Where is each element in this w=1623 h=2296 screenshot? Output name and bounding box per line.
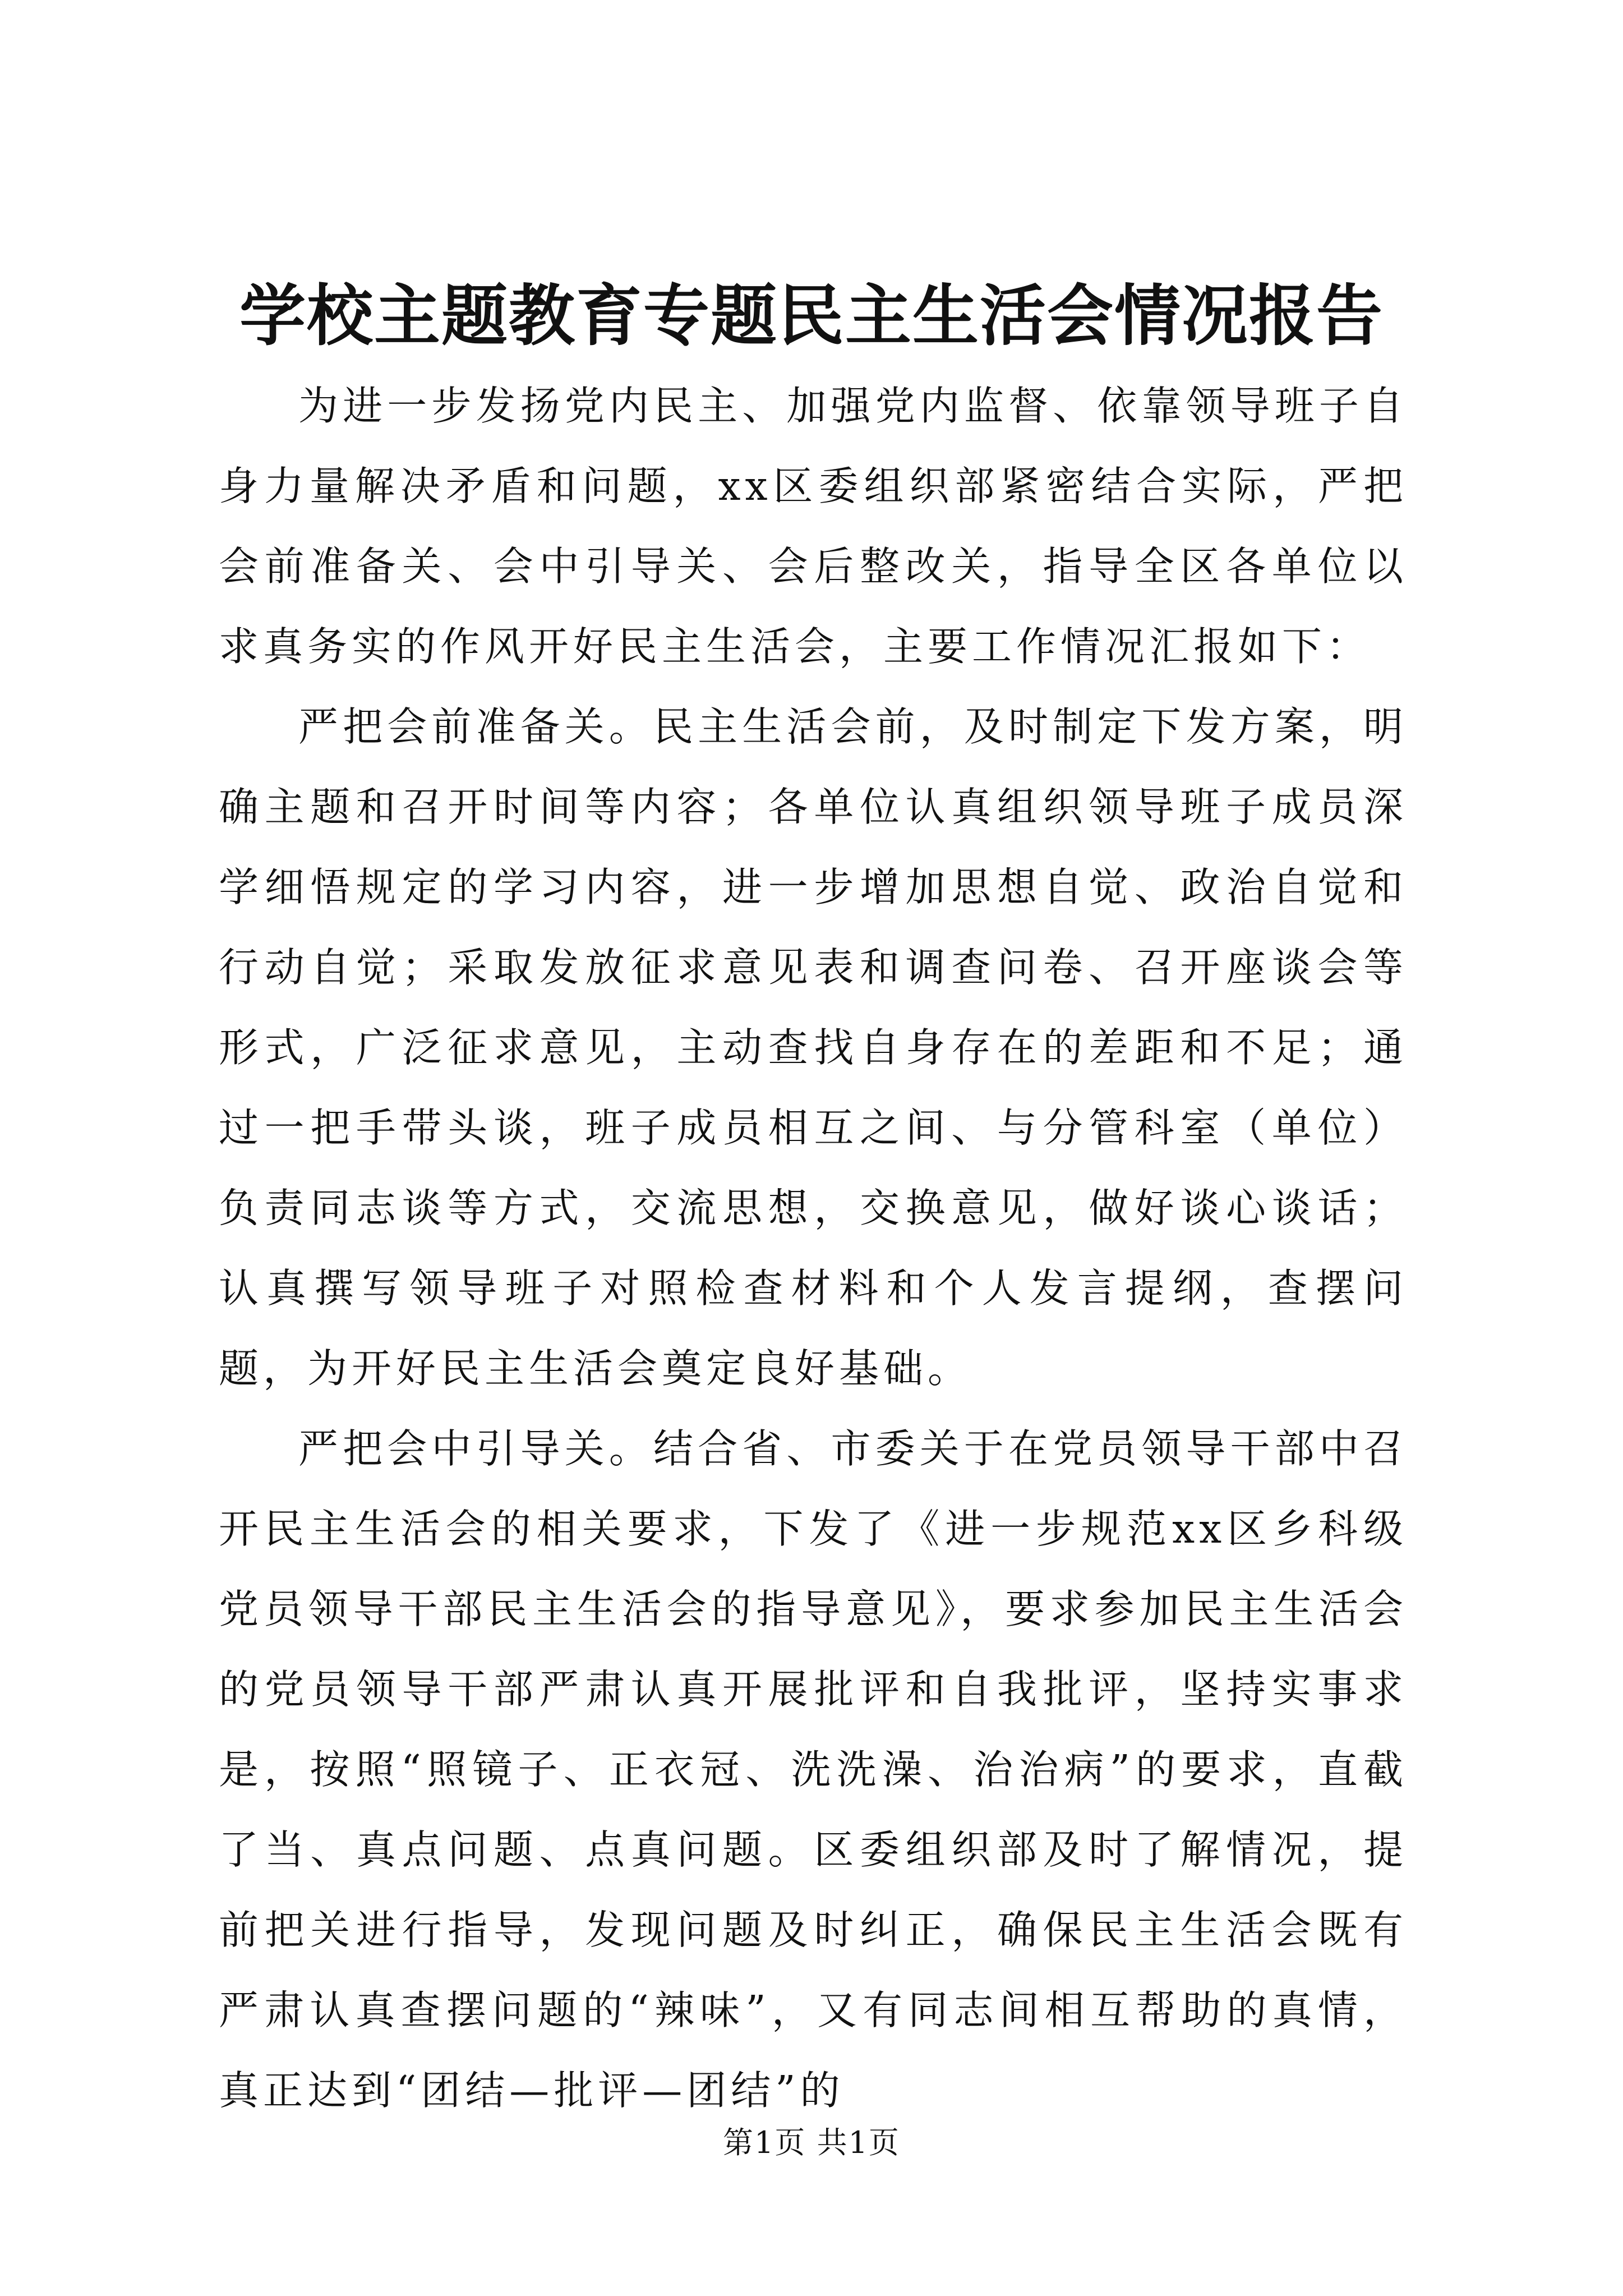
document-title: 学校主题教育专题民主生活会情况报告 — [239, 277, 1384, 355]
page-footer: 第1页 共1页 — [723, 2125, 900, 2160]
paragraph-intro: 为进一步发扬党内民主、加强党内监督、依靠领导班子自身力量解决矛盾和问题，xx区委组织部紧密结合实际，严把会前准备关、会中引导关、会后整改关，指导全区各单位以求真务实的作风开好民主生活会，主要工作情况汇报如下： — [219, 383, 1408, 670]
paragraph-pre-meeting: 严把会前准备关。民主生活会前，及时制定下发方案，明确主题和召开时间等内容；各单位认真组织领导班子成员深学细悟规定的学习内容，进一步增加思想自觉、政治自觉和行动自觉；采取发放征求意见表和调查问卷、召开座谈会等形式，广泛征求意见，主动查找自身存在的差距和不足；通过一把手带头谈，班子成员相互之间、与分管科室（单位）负责同志谈等方式，交流思想，交换意见，做好谈心谈话；认真撰写领导班子对照检查材料和个人发言提纲，查摆问题，为开好民主生活会奠定良好基础。 — [219, 703, 1408, 1392]
document-body — [219, 366, 1408, 2131]
paragraph-in-meeting: 严把会中引导关。结合省、市委关于在党员领导干部中召开民主生活会的相关要求，下发了《进一步规范xx区乡科级党员领导干部民主生活会的指导意见》，要求参加民主生活会的党员领导干部严肃认真开展批评和自我批评，坚持实事求是，按照“照镜子、正衣冠、洗洗澡、治治病”的要求，直截了当、真点问题、点真问题。区委组织部及时了解情况，提前把关进行指导，发现问题及时纠正，确保民主生活会既有严肃认真查摆问题的“辣味”，又有同志间相互帮助的真情，真正达到“团结—批评—团结”的 — [219, 1425, 1408, 2114]
